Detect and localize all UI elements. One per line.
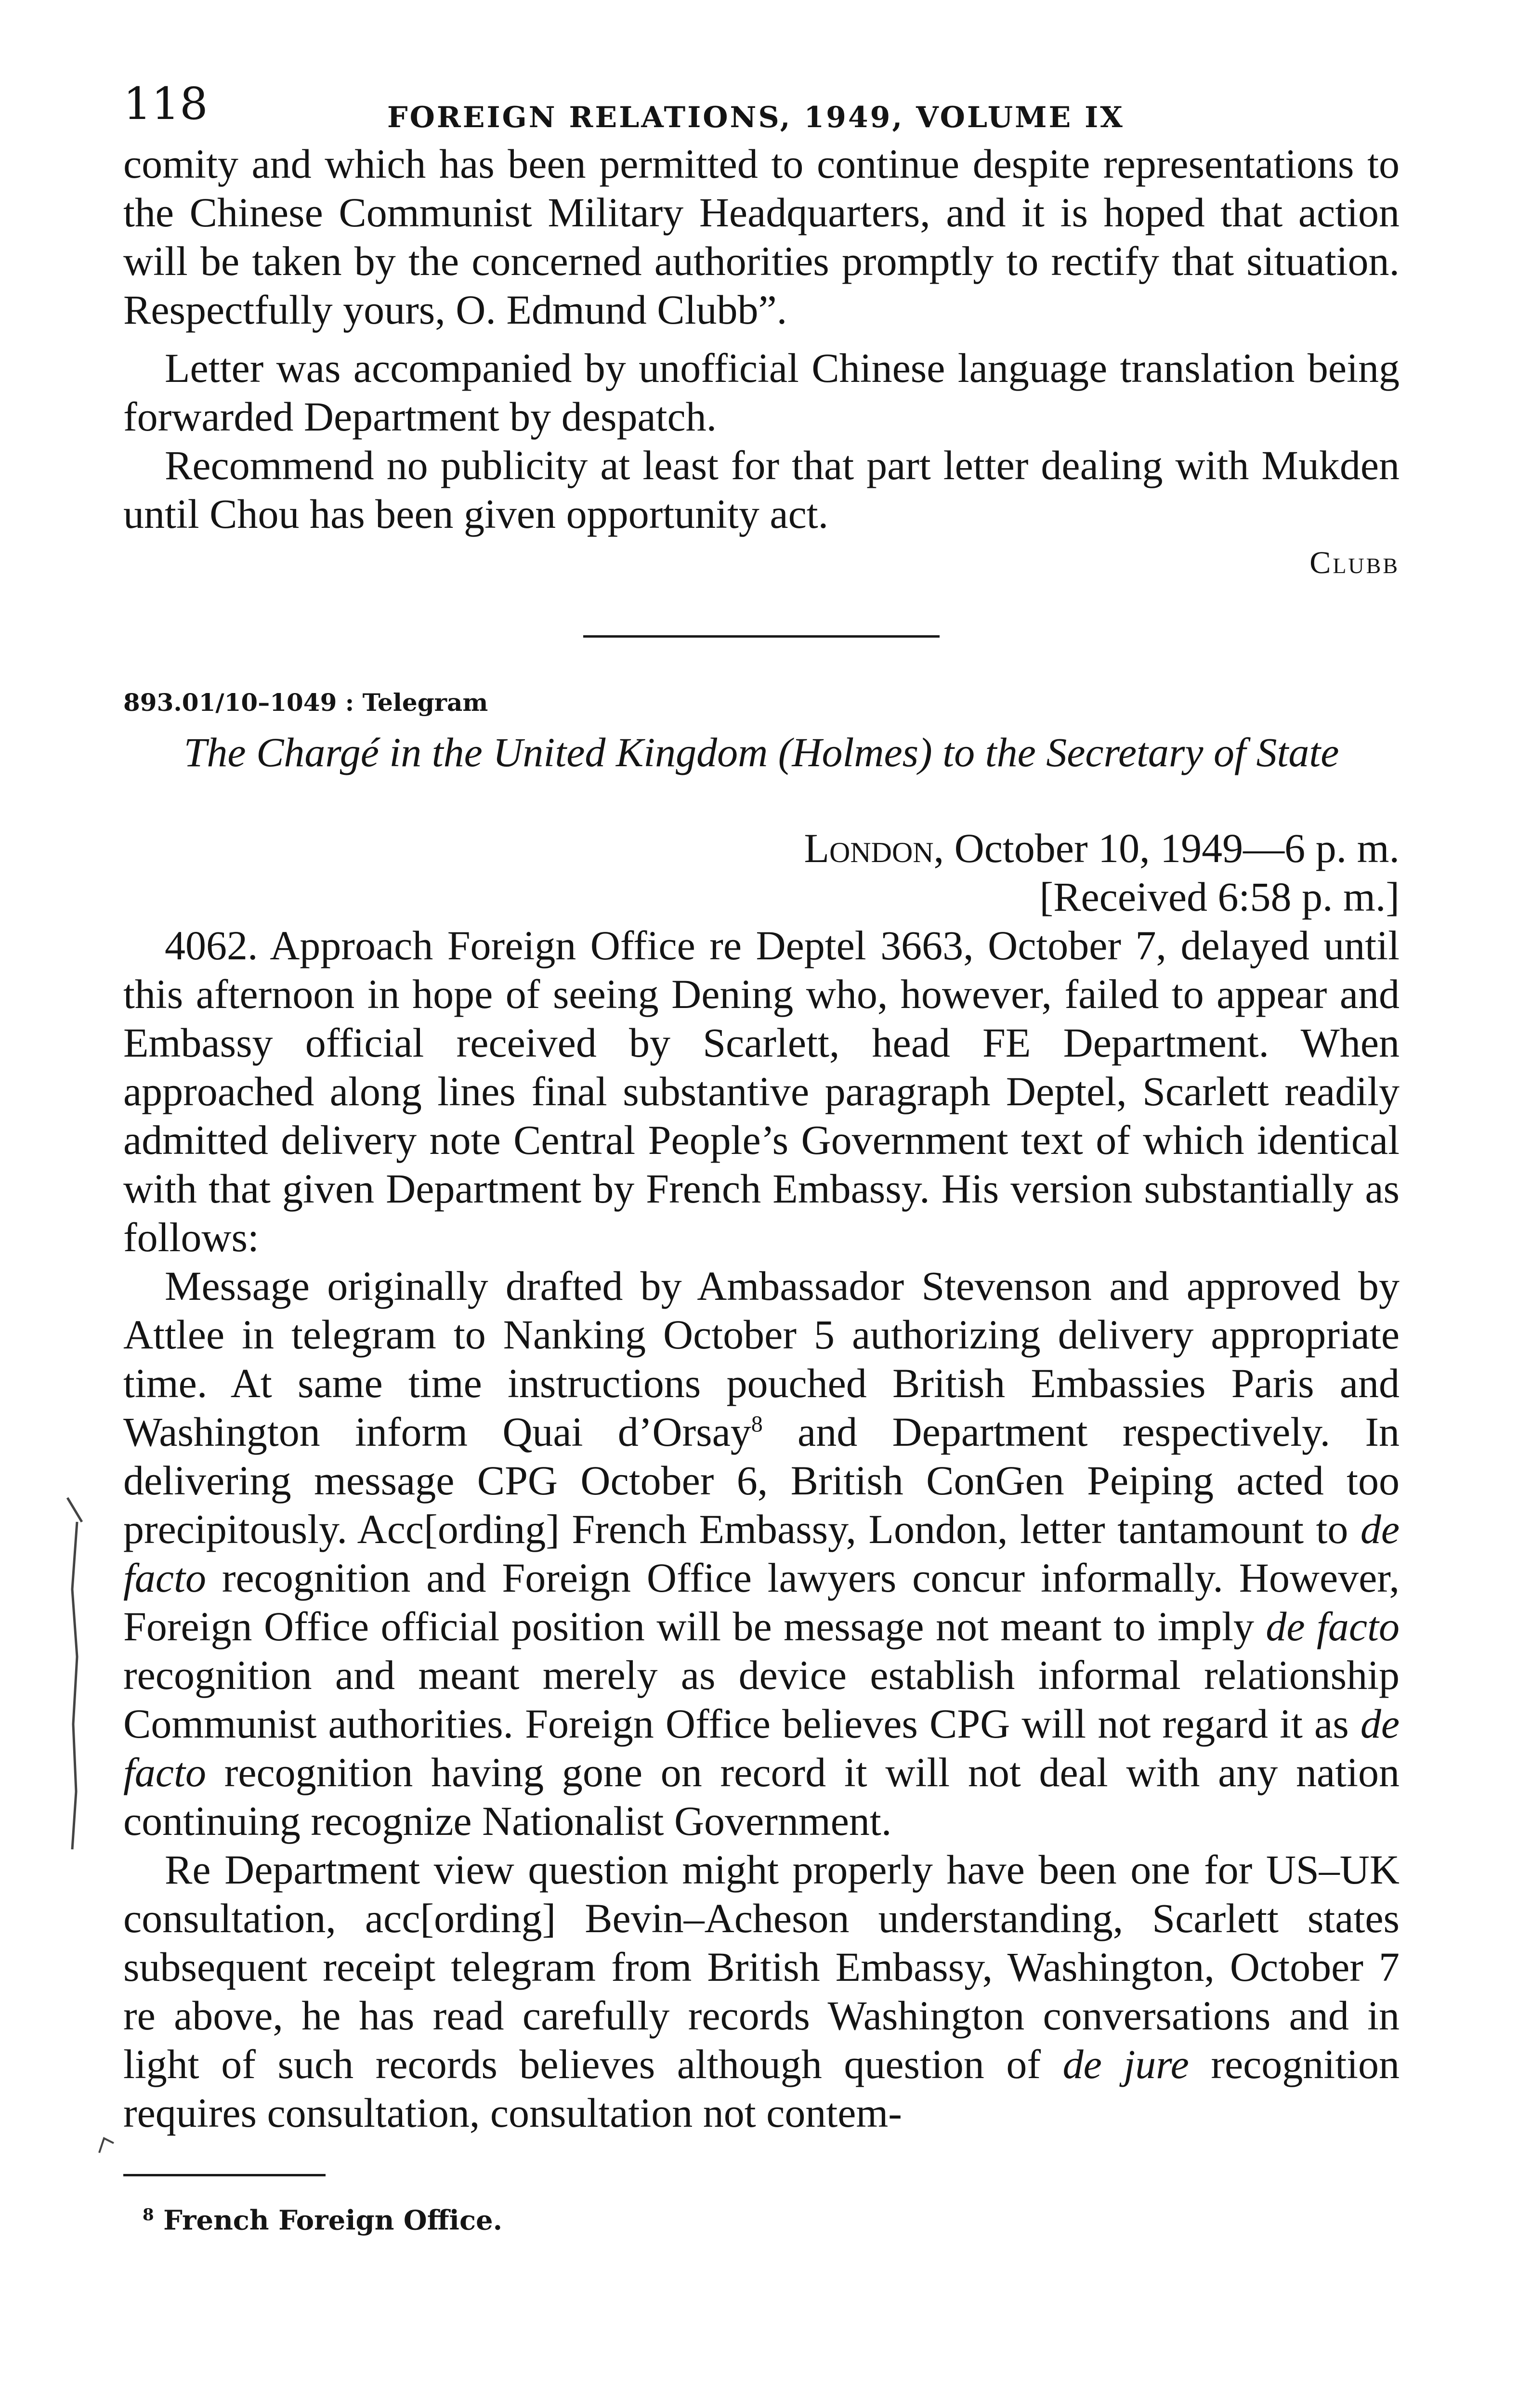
p2-italic-3: de facto	[123, 1701, 1400, 1795]
p3-text-c: recognition requires consultation, consultation not contem-	[123, 2041, 1400, 2136]
file-reference: 893.01/10–1049 : Telegram	[123, 688, 488, 717]
page-number: 118	[123, 78, 208, 130]
footnote-text: French Foreign Office.	[163, 2204, 503, 2237]
running-title: FOREIGN RELATIONS, 1949, VOLUME IX	[387, 101, 1125, 134]
p2-text-a: Message originally drafted by Ambassador Stevenson and approved by Attlee in telegram to Nanking October 5 authorizing delivery appropriate time. At same time instructions pouched British Embassies Paris and Washington inform Quai d’Orsay	[123, 1263, 1400, 1455]
p2-text-f: recognition and meant merely as device establish informal relationship Communist authorities. Foreign Office believes CPG will not regard it as	[123, 1652, 1400, 1747]
p2-italic-1: de facto	[123, 1506, 1400, 1601]
received-time: [Received 6:58 p. m.]	[1039, 874, 1400, 920]
telegram-paragraph-1: 4062. Approach Foreign Office re Deptel 3663, October 7, delayed until this afternoon in hope of seeing Dening who, however, failed to appear and Embassy official received by Scarlett, head FE Department. When approached along lines final substantive paragraph Deptel, Scarlett readily admitted delivery note Central People’s Government text of which identical with that given Department by French Embassy. His version substantially as follows:	[123, 922, 1400, 1260]
dateline-place: London	[804, 825, 934, 871]
document-title: The Chargé in the United Kingdom (Holmes) to the Secretary of State	[183, 729, 1339, 775]
p3-text-a: Re Department view question might properly have been one for US–UK consultation, acc[ording] Bevin–Acheson understanding, Scarlett states subsequent receipt telegram from British Embassy, Washington, October 7 re above, he has read carefully records Washington conversations and in light of such records believes although question of	[123, 1846, 1400, 2087]
section-divider	[583, 635, 940, 638]
p2-text-b: and Department respectively. In delivering message CPG October 6, British ConGen Peiping acted too precipitously. Acc[ording] French Embassy, London, letter tantamount to	[123, 1409, 1400, 1552]
p2-text-h: recognition having gone on record it will not deal with any nation continuing recognize Nationalist Government.	[123, 1749, 1400, 1844]
telegram-paragraph-2	[123, 1262, 1400, 1845]
signature: Clubb	[1309, 545, 1400, 580]
footnote-number: 8	[143, 2205, 154, 2225]
telegram-paragraph-3	[123, 1845, 1400, 2137]
p2-italic-2: de facto	[1266, 1603, 1400, 1649]
dateline	[123, 824, 1400, 873]
dateline-date: , October 10, 1949—6 p. m.	[933, 825, 1400, 871]
document-page	[123, 72, 1400, 2240]
publicity-paragraph: Recommend no publicity at least for that part letter dealing with Mukden until Chou has been given opportunity act.	[123, 442, 1400, 537]
p2-text-d: recognition and Foreign Office lawyers concur informally. However, Foreign Office official position will be message not meant to imply	[123, 1555, 1400, 1649]
continuation-paragraph: comity and which has been permitted to continue despite representations to the Chinese Communist Military Headquarters, and it is hoped that action will be taken by the concerned authorities promptly to rectify that situation. Respectfully yours, O. Edmund Clubb”.	[123, 141, 1400, 333]
footnote-reference: 8	[751, 1411, 763, 1437]
running-head	[123, 72, 1400, 140]
translation-paragraph: Letter was accompanied by unofficial Chinese language translation being forwarded Department by despatch.	[123, 345, 1400, 440]
footnote	[123, 2196, 1400, 2240]
margin-bracket-mark	[58, 1493, 87, 1859]
footnote-divider	[123, 2174, 326, 2176]
margin-arrow-mark	[94, 2133, 118, 2158]
p3-italic: de jure	[1062, 2041, 1189, 2087]
